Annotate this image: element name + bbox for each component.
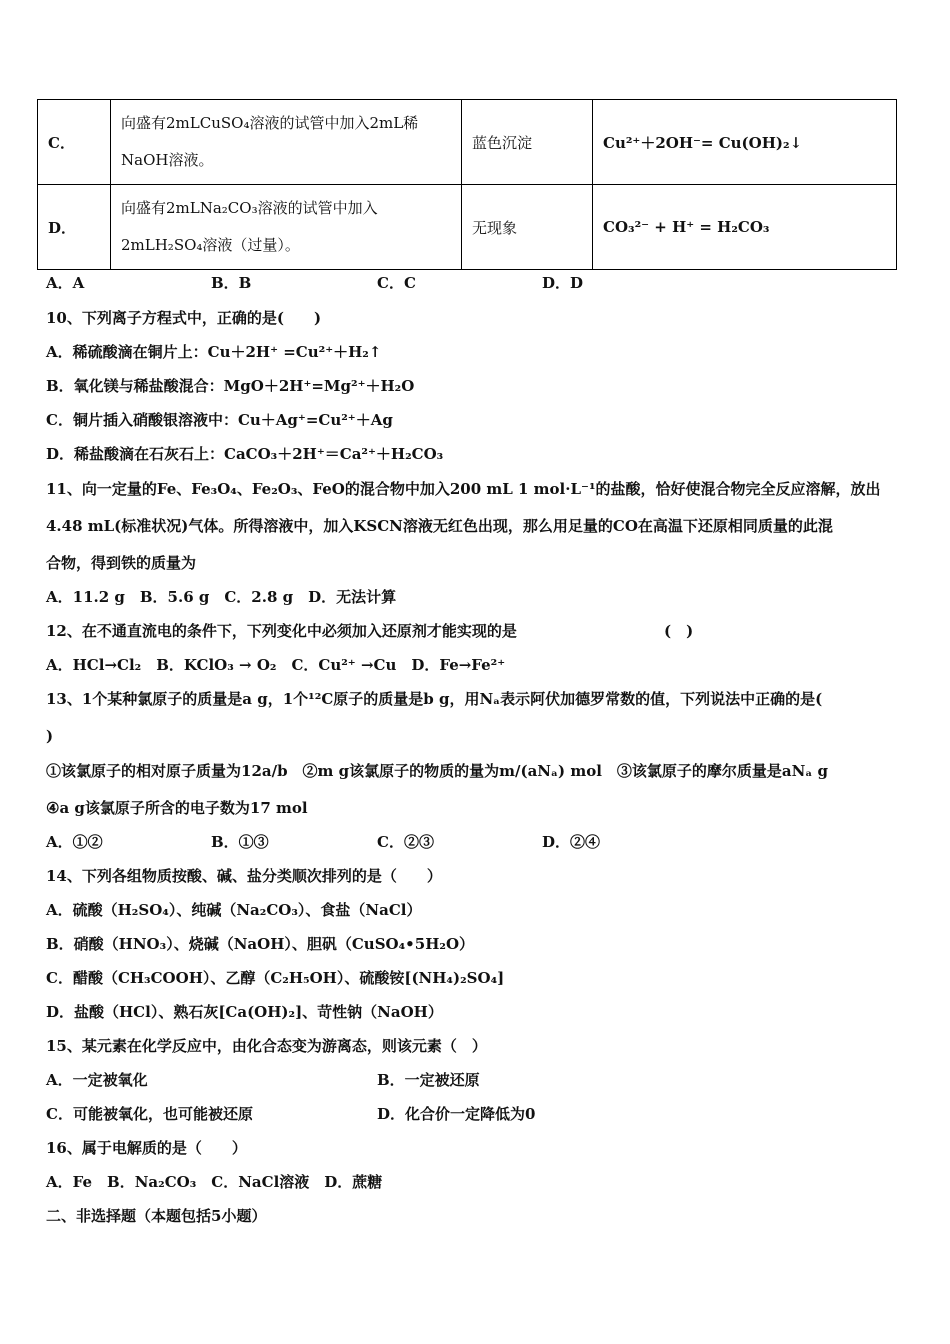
q15-stem: 15、某元素在化学反应中，由化合态变为游离态，则该元素（ ）	[46, 1037, 487, 1055]
section-heading: 二、非选择题（本题包括5小题）	[46, 1207, 267, 1225]
q9-option-d: D．D	[542, 274, 584, 292]
q12-stem: 12、在不通直流电的条件下，下列变化中必须加入还原剂才能实现的是	[46, 622, 517, 640]
row-phenomenon: 无现象	[462, 185, 593, 270]
q12-answer-paren: ( )	[664, 622, 694, 640]
q16-options: A．Fe B．Na₂CO₃ C．NaCl溶液 D．蔗糖	[46, 1173, 383, 1191]
experiment-table	[37, 99, 897, 270]
q13-line-1: 13、1个某种氯原子的质量是a g，1个¹²C原子的质量是b g，用Nₐ表示阿伏加德罗常数的值，下列说法中正确的是(	[46, 690, 823, 708]
q16-stem: 16、属于电解质的是（ ）	[46, 1139, 247, 1157]
row-operation: 向盛有2mLCuSO₄溶液的试管中加入2mL稀 NaOH溶液。	[111, 100, 462, 185]
q15-option-c: C．可能被氧化，也可能被还原	[46, 1105, 253, 1123]
q14-stem: 14、下列各组物质按酸、碱、盐分类顺次排列的是（ ）	[46, 867, 442, 885]
q9-option-b: B．B	[211, 274, 252, 292]
q14-option-d: D．盐酸（HCl）、熟石灰[Ca(OH)₂]、苛性钠（NaOH）	[46, 1003, 443, 1021]
q11-line-1: 11、向一定量的Fe、Fe₃O₄、Fe₂O₃、FeO的混合物中加入200 mL 1 mol·L⁻¹的盐酸，恰好使混合物完全反应溶解，放出	[46, 480, 881, 498]
q13-line-2: )	[46, 727, 54, 745]
q13-option-a: A．①②	[46, 833, 103, 851]
q12-options: A．HCl→Cl₂ B．KClO₃ → O₂ C．Cu²⁺ →Cu D．Fe→Fe²⁺	[46, 656, 506, 674]
q10-option-c: C．铜片插入硝酸银溶液中：Cu＋Ag⁺=Cu²⁺＋Ag	[46, 411, 393, 429]
q13-option-d: D．②④	[542, 833, 601, 851]
row-equation: CO₃²⁻ + H⁺ = H₂CO₃	[593, 185, 897, 270]
q10-option-a: A．稀硫酸滴在铜片上：Cu＋2H⁺ =Cu²⁺＋H₂↑	[46, 343, 382, 361]
row-operation: 向盛有2mLNa₂CO₃溶液的试管中加入 2mLH₂SO₄溶液（过量）。	[111, 185, 462, 270]
q9-option-c: C．C	[377, 274, 416, 292]
q10-option-b: B．氧化镁与稀盐酸混合：MgO＋2H⁺=Mg²⁺＋H₂O	[46, 377, 415, 395]
q14-option-a: A．硫酸（H₂SO₄）、纯碱（Na₂CO₃）、食盐（NaCl）	[46, 901, 422, 919]
row-label: C．	[38, 100, 111, 185]
row-phenomenon: 蓝色沉淀	[462, 100, 593, 185]
q11-line-3: 合物，得到铁的质量为	[46, 554, 197, 572]
q10-option-d: D．稀盐酸滴在石灰石上：CaCO₃＋2H⁺＝Ca²⁺＋H₂CO₃	[46, 445, 444, 463]
q13-option-c: C．②③	[377, 833, 434, 851]
table-row	[38, 100, 897, 185]
q11-line-2: 4.48 mL(标准状况)气体。所得溶液中，加入KSCN溶液无红色出现，那么用足量的CO在高温下还原相同质量的此混	[46, 517, 833, 535]
q9-option-a: A．A	[46, 274, 85, 292]
q14-option-c: C．醋酸（CH₃COOH）、乙醇（C₂H₅OH）、硫酸铵[(NH₄)₂SO₄]	[46, 969, 505, 987]
q13-option-b: B．①③	[211, 833, 269, 851]
q15-option-a: A．一定被氧化	[46, 1071, 148, 1089]
q11-options: A．11.2 g B．5.6 g C．2.8 g D．无法计算	[46, 588, 397, 606]
q15-option-b: B．一定被还原	[377, 1071, 480, 1089]
row-label: D．	[38, 185, 111, 270]
q13-line-3: ①该氯原子的相对原子质量为12a/b ②m g该氯原子的物质的量为m/(aNₐ) mol ③该氯原子的摩尔质量是aNₐ g	[46, 762, 829, 780]
q10-stem: 10、下列离子方程式中，正确的是( )	[46, 309, 322, 327]
table-row	[38, 185, 897, 270]
row-equation: Cu²⁺＋2OH⁻= Cu(OH)₂↓	[593, 100, 897, 185]
q14-option-b: B．硝酸（HNO₃）、烧碱（NaOH）、胆矾（CuSO₄•5H₂O）	[46, 935, 475, 953]
q15-option-d: D．化合价一定降低为0	[377, 1105, 536, 1123]
q13-line-4: ④a g该氯原子所含的电子数为17 mol	[46, 799, 308, 817]
